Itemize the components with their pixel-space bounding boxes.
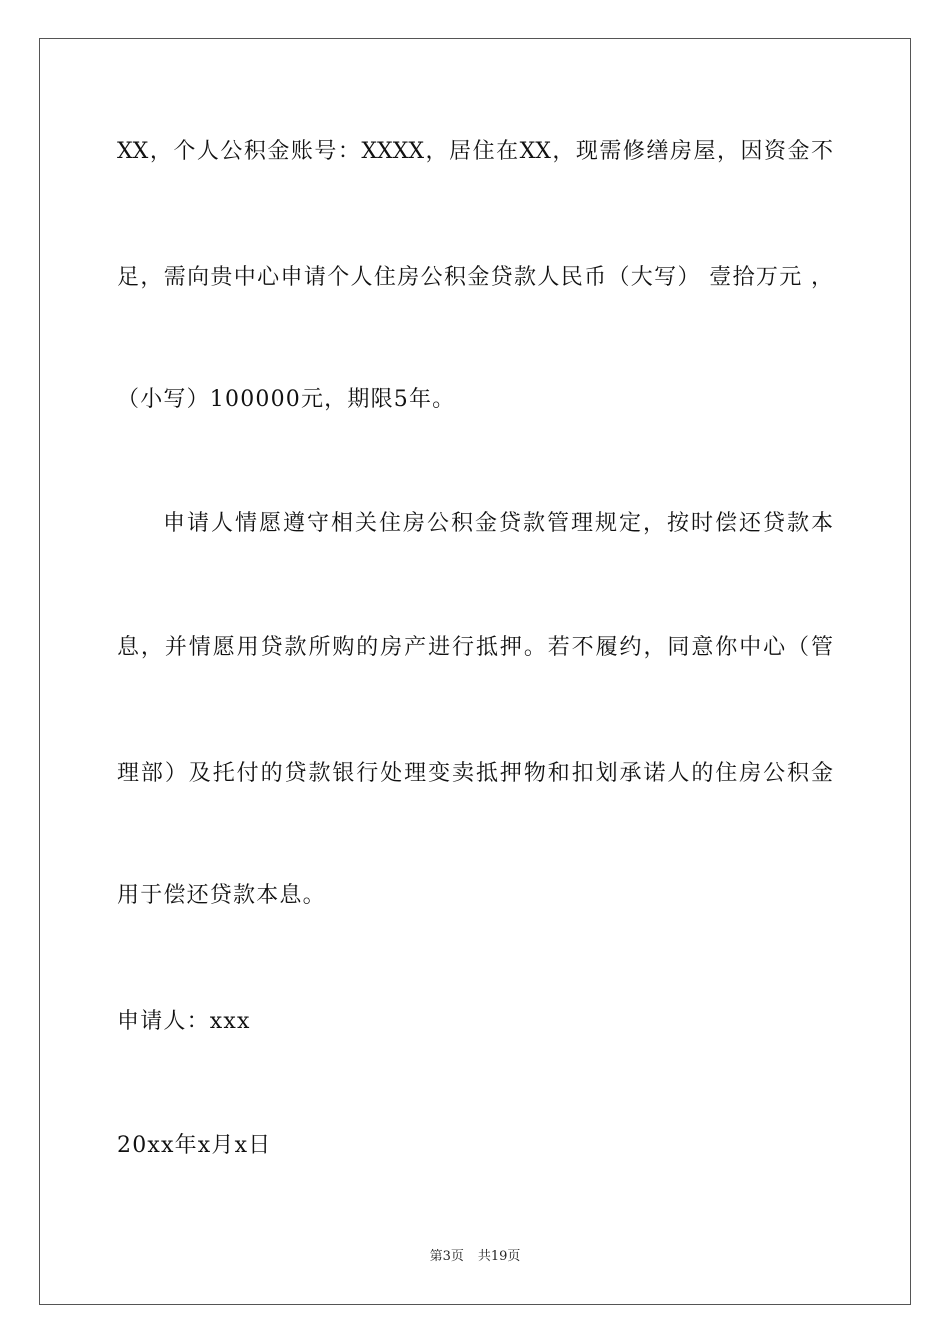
body-line-7: 用于偿还贷款本息。 xyxy=(117,883,326,908)
page-frame xyxy=(39,38,911,1305)
body-line-6: 理部）及托付的贷款银行处理变卖抵押物和扣划承诺人的住房公积金 xyxy=(117,761,833,786)
body-line-5: 息，并情愿用贷款所购的房产进行抵押。若不履约，同意你中心（管 xyxy=(117,635,833,660)
body-line-1: XX，个人公积金账号：XXXX，居住在XX，现需修缮房屋，因资金不 xyxy=(117,139,833,164)
page-footer xyxy=(0,1248,950,1266)
applicant-line: 申请人：xxx xyxy=(117,1009,251,1034)
page-number: 第3页 xyxy=(429,1249,464,1264)
body-line-3: （小写）100000元，期限5年。 xyxy=(117,387,456,412)
page-total: 共19页 xyxy=(477,1249,521,1264)
body-line-4: 申请人情愿遵守相关住房公积金贷款管理规定，按时偿还贷款本 xyxy=(163,511,833,536)
date-line: 20xx年x月x日 xyxy=(117,1133,272,1158)
body-line-2: 足，需向贵中心申请个人住房公积金贷款人民币（大写） 壹拾万元 ， xyxy=(117,265,833,290)
